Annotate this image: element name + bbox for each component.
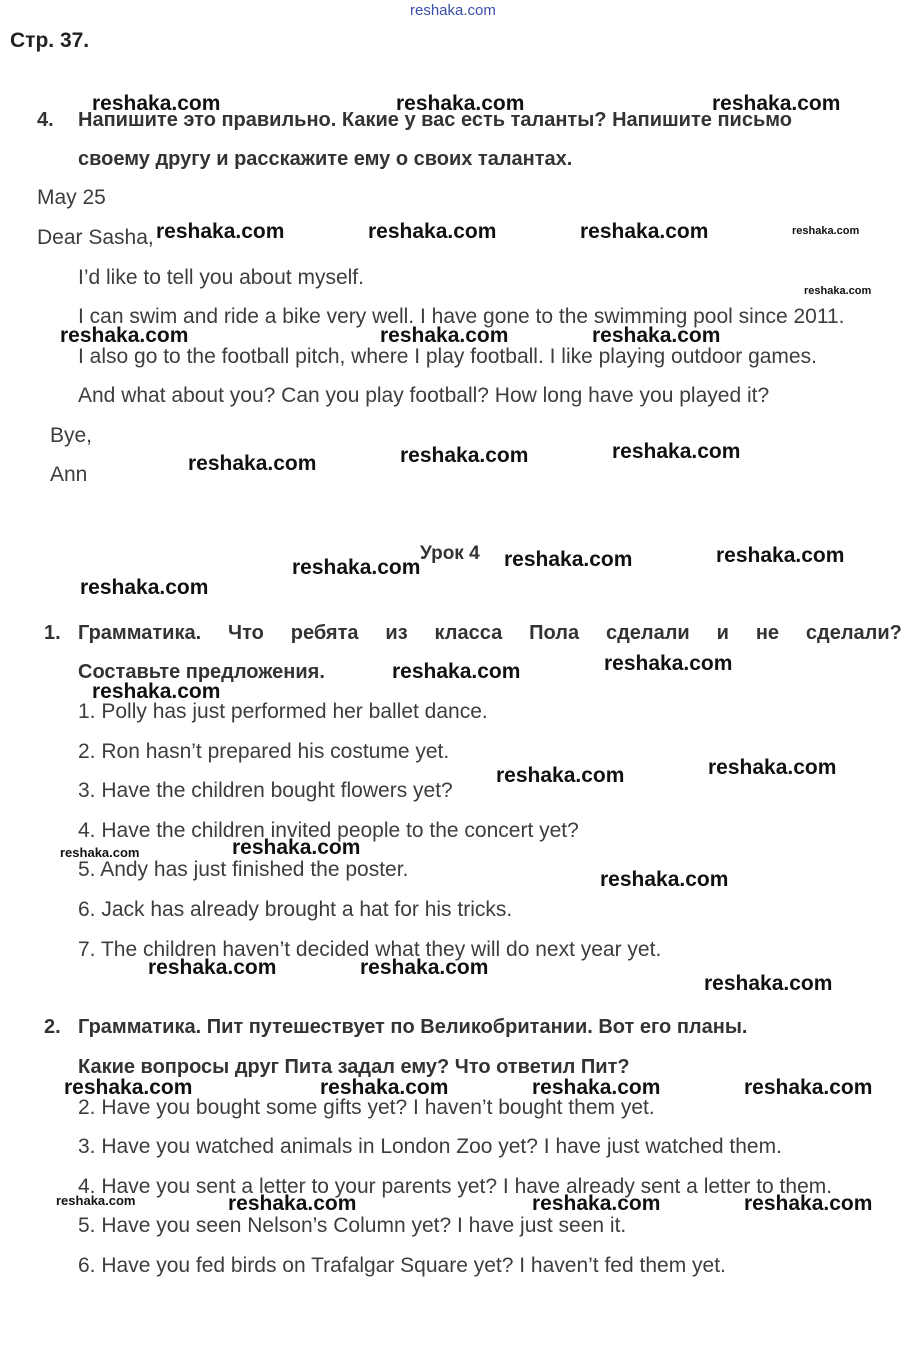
watermark: reshaka.com — [156, 220, 285, 243]
watermark: reshaka.com — [320, 1076, 449, 1099]
watermark: reshaka.com — [804, 285, 872, 297]
watermark: reshaka.com — [496, 764, 625, 787]
ex1-heading-word: Грамматика. — [78, 622, 202, 644]
letter-signature: Ann — [50, 463, 88, 486]
ex1-heading-word: из — [385, 622, 408, 644]
watermark: reshaka.com — [504, 548, 633, 571]
task4-heading-line2: своему другу и расскажите ему о своих талантах. — [78, 148, 573, 170]
watermark: reshaka.com — [92, 92, 221, 115]
watermark: reshaka.com — [292, 556, 421, 579]
ex2-item: 6. Have you fed birds on Trafalgar Square yet? I haven’t fed them yet. — [78, 1254, 726, 1277]
ex1-heading-word: и — [716, 622, 729, 644]
ex1-number: 1. — [44, 622, 61, 644]
watermark: reshaka.com — [580, 220, 709, 243]
letter-paragraph: I’d like to tell you about myself. — [78, 266, 364, 289]
watermark: reshaka.com — [708, 756, 837, 779]
watermark: reshaka.com — [600, 868, 729, 891]
watermark: reshaka.com — [604, 652, 733, 675]
ex2-heading-line1: Грамматика. Пит путешествует по Великобритании. Вот его планы. — [78, 1016, 748, 1038]
ex1-item: 2. Ron hasn’t prepared his costume yet. — [78, 740, 450, 763]
watermark: reshaka.com — [148, 956, 277, 979]
ex1-item: 3. Have the children bought flowers yet? — [78, 779, 453, 802]
ex1-heading-line1 — [78, 622, 902, 645]
watermark: reshaka.com — [744, 1076, 873, 1099]
watermark: reshaka.com — [792, 225, 860, 237]
ex1-heading-word: Пола — [529, 622, 580, 644]
watermark: reshaka.com — [60, 324, 189, 347]
ex1-heading-word: Что — [228, 622, 264, 644]
watermark: reshaka.com — [392, 660, 521, 683]
watermark: reshaka.com — [592, 324, 721, 347]
ex1-heading-word: класса — [434, 622, 503, 644]
task4-heading-line1: Напишите это правильно. Какие у вас есть таланты? Напишите письмо — [78, 109, 792, 131]
letter-greeting: Dear Sasha, — [37, 226, 154, 249]
ex1-heading-line2: Составьте предложения. — [78, 661, 325, 683]
ex1-item: 4. Have the children invited people to the concert yet? — [78, 819, 579, 842]
ex2-item: 4. Have you sent a letter to your parents yet? I have already sent a letter to them. — [78, 1175, 833, 1198]
watermark: reshaka.com — [92, 680, 221, 703]
ex1-item: 6. Jack has already brought a hat for his tricks. — [78, 898, 513, 921]
watermark: reshaka.com — [60, 845, 140, 860]
letter-paragraph: I can swim and ride a bike very well. I have gone to the swimming pool since 2011. — [78, 305, 845, 328]
task4-number: 4. — [37, 109, 54, 131]
letter-closing: Bye, — [50, 424, 93, 447]
watermark: reshaka.com — [56, 1193, 136, 1208]
watermark: reshaka.com — [396, 92, 525, 115]
watermark: reshaka.com — [368, 220, 497, 243]
watermark: reshaka.com — [380, 324, 509, 347]
watermark: reshaka.com — [612, 440, 741, 463]
watermark: reshaka.com — [704, 972, 833, 995]
watermark: reshaka.com — [532, 1076, 661, 1099]
ex2-item: 2. Have you bought some gifts yet? I haven’t bought them yet. — [78, 1096, 655, 1119]
ex2-item: 3. Have you watched animals in London Zoo yet? I have just watched them. — [78, 1135, 782, 1158]
ex1-heading-word: ребята — [290, 622, 359, 644]
watermark: reshaka.com — [716, 544, 845, 567]
page-label: Стр. 37. — [10, 29, 90, 52]
ex1-item: 5. Andy has just finished the poster. — [78, 858, 409, 881]
ex2-item: 5. Have you seen Nelson’s Column yet? I have just seen it. — [78, 1214, 627, 1237]
lesson-title: Урок 4 — [420, 543, 480, 564]
watermark: reshaka.com — [188, 452, 317, 475]
watermark: reshaka.com — [400, 444, 529, 467]
site-header: reshaka.com — [410, 2, 496, 19]
letter-paragraph: I also go to the football pitch, where I play football. I like playing outdoor games. — [78, 345, 817, 368]
letter-paragraph: And what about you? Can you play football? How long have you played it? — [78, 384, 770, 407]
ex1-heading-word: сделали? — [805, 622, 902, 644]
watermark: reshaka.com — [232, 836, 361, 859]
ex1-item: 7. The children haven’t decided what they will do next year yet. — [78, 938, 662, 961]
ex2-heading-line2: Какие вопросы друг Пита задал ему? Что ответил Пит? — [78, 1056, 630, 1078]
watermark: reshaka.com — [360, 956, 489, 979]
watermark: reshaka.com — [80, 576, 209, 599]
watermark: reshaka.com — [712, 92, 841, 115]
watermark: reshaka.com — [228, 1192, 357, 1215]
watermark: reshaka.com — [64, 1076, 193, 1099]
watermark: reshaka.com — [532, 1192, 661, 1215]
ex1-heading-word: не — [755, 622, 780, 644]
letter-date: May 25 — [37, 186, 106, 209]
watermark: reshaka.com — [744, 1192, 873, 1215]
ex2-number: 2. — [44, 1016, 61, 1038]
ex1-item: 1. Polly has just performed her ballet dance. — [78, 700, 488, 723]
ex1-heading-word: сделали — [605, 622, 690, 644]
